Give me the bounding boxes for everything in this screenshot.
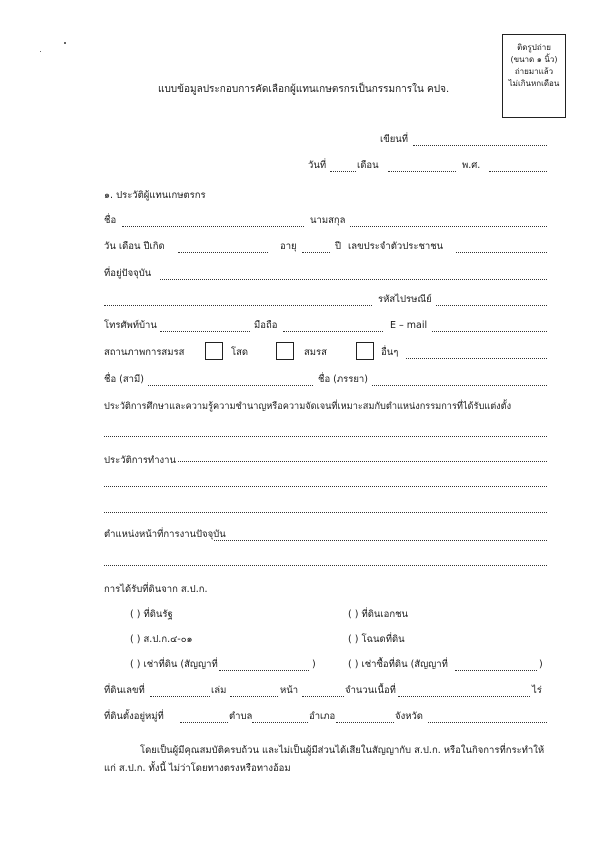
- email-field[interactable]: [432, 331, 547, 332]
- address-field-line-2[interactable]: [104, 305, 372, 306]
- lease-close-paren: ): [312, 659, 316, 670]
- other-checkbox[interactable]: [356, 342, 374, 360]
- date-month-field[interactable]: [388, 171, 456, 172]
- private-land-option[interactable]: ( ) ที่ดินเอกชน: [348, 609, 409, 620]
- work-history-label: ประวัติการทำงาน: [104, 455, 176, 466]
- title-deed-option[interactable]: ( ) โฉนดที่ดิน: [348, 634, 405, 645]
- date-day-field[interactable]: [330, 171, 356, 172]
- volume-label: เล่ม: [211, 685, 227, 696]
- photo-box-line: ติดรูปถ่าย: [517, 43, 551, 52]
- mobile-label: มือถือ: [254, 320, 278, 331]
- land-number-field[interactable]: [150, 696, 210, 697]
- hire-purchase-contract-field[interactable]: [455, 670, 537, 671]
- married-label: สมรส: [304, 347, 327, 358]
- email-label: E – mail: [390, 320, 428, 331]
- age-label: อายุ: [280, 241, 297, 252]
- postcode-label: รหัสไปรษณีย์: [378, 294, 432, 305]
- last-name-field[interactable]: [350, 226, 547, 227]
- age-field[interactable]: [302, 252, 330, 253]
- province-field[interactable]: [428, 722, 547, 723]
- province-label: จังหวัด: [395, 711, 423, 722]
- address-label: ที่อยู่ปัจจุบัน: [104, 268, 152, 279]
- years-label: ปี: [335, 241, 342, 252]
- wife-name-field[interactable]: [372, 385, 547, 386]
- written-at-field[interactable]: [413, 145, 547, 146]
- state-land-option[interactable]: ( ) ที่ดินรัฐ: [130, 609, 173, 620]
- subdistrict-field[interactable]: [252, 722, 308, 723]
- photo-box-line: ถ่ายมาแล้ว: [514, 67, 554, 76]
- form-title: แบบข้อมูลประกอบการคัดเลือกผู้แทนเกษตรกรเป็นกรรมการใน คปจ.: [158, 84, 450, 95]
- current-position-field[interactable]: [214, 540, 547, 541]
- first-name-label: ชื่อ: [104, 215, 117, 226]
- district-field[interactable]: [336, 722, 394, 723]
- lease-option[interactable]: ( ) เช่าที่ดิน (สัญญาที่: [130, 659, 218, 670]
- education-label: ประวัติการศึกษาและความรู้ความชำนาญหรือความจัดเจนที่เหมาะสมกับตำแหน่งกรรมการที่ได้รับแต่งตั้ง: [104, 401, 512, 412]
- id-number-field[interactable]: [456, 252, 547, 253]
- mobile-field[interactable]: [283, 331, 383, 332]
- spk-option[interactable]: ( ) ส.ป.ก.๔-๐๑: [130, 634, 193, 645]
- volume-field[interactable]: [230, 696, 278, 697]
- section-1-heading: ๑. ประวัติผู้แทนเกษตรกร: [104, 190, 206, 201]
- written-at-label: เขียนที่: [380, 134, 409, 145]
- land-heading: การได้รับที่ดินจาก ส.ป.ก.: [104, 584, 208, 595]
- page-field[interactable]: [302, 696, 344, 697]
- date-year-label: พ.ศ.: [462, 160, 481, 171]
- single-checkbox[interactable]: [205, 342, 223, 360]
- last-name-label: นามสกุล: [310, 215, 346, 226]
- scan-speck: [40, 51, 41, 52]
- date-day-label: วันที่: [308, 160, 327, 171]
- birth-date-field[interactable]: [178, 252, 268, 253]
- address-field[interactable]: [160, 279, 547, 280]
- area-label: จำนวนเนื้อที่: [345, 685, 396, 696]
- home-phone-field[interactable]: [160, 331, 250, 332]
- husband-name-label: ชื่อ (สามี): [104, 374, 144, 385]
- subdistrict-label: ตำบล: [229, 711, 253, 722]
- photo-box-line: (ขนาด ๑ นิ้ว): [510, 55, 558, 64]
- postcode-field[interactable]: [436, 305, 547, 306]
- work-history-field-line-2[interactable]: [104, 512, 547, 513]
- district-label: อำเภอ: [309, 711, 336, 722]
- hire-purchase-option[interactable]: ( ) เช่าซื้อที่ดิน (สัญญาที่: [348, 659, 448, 670]
- single-label: โสด: [231, 347, 249, 358]
- hire-purchase-close-paren: ): [539, 659, 543, 670]
- photo-box-line: ไม่เกินหกเดือน: [508, 79, 560, 88]
- date-year-field[interactable]: [489, 171, 547, 172]
- current-position-label: ตำแหน่งหน้าที่การงานปัจจุบัน: [104, 529, 226, 540]
- home-phone-label: โทรศัพท์บ้าน: [104, 320, 157, 331]
- current-position-field-line-2[interactable]: [104, 565, 547, 566]
- land-location-label: ที่ดินตั้งอยู่หมู่ที่: [104, 711, 164, 722]
- photo-box: [502, 34, 566, 118]
- land-number-label: ที่ดินเลขที่: [104, 685, 145, 696]
- work-history-field-line-1[interactable]: [104, 486, 547, 487]
- first-name-field[interactable]: [122, 226, 304, 227]
- scan-speck: [64, 42, 66, 44]
- area-field[interactable]: [398, 696, 530, 697]
- other-field[interactable]: [406, 358, 547, 359]
- lease-contract-field[interactable]: [219, 670, 309, 671]
- page-label: หน้า: [280, 685, 299, 696]
- husband-name-field[interactable]: [148, 385, 313, 386]
- wife-name-label: ชื่อ (ภรรยา): [318, 374, 368, 385]
- rai-label: ไร่: [532, 685, 542, 696]
- date-month-label: เดือน: [357, 160, 379, 171]
- married-checkbox[interactable]: [276, 342, 294, 360]
- village-field[interactable]: [180, 722, 228, 723]
- marital-status-label: สถานภาพการสมรส: [104, 347, 185, 358]
- id-number-label: เลขประจำตัวประชาชน: [348, 241, 444, 252]
- other-label: อื่นๆ: [381, 347, 399, 358]
- birth-date-label: วัน เดือน ปีเกิด: [104, 241, 165, 252]
- education-field-line-1[interactable]: [104, 436, 547, 437]
- declaration-paragraph: โดยเป็นผู้มีคุณสมบัติครบถ้วน และไม่เป็นผู้มีส่วนได้เสียในสัญญากับ ส.ป.ก. หรือในกิจการที่กระทำให้แก่ ส.ป.ก. ทั้งนี้ ไม่ว่าโดยทางตรงหรือทางอ้อม: [104, 745, 545, 774]
